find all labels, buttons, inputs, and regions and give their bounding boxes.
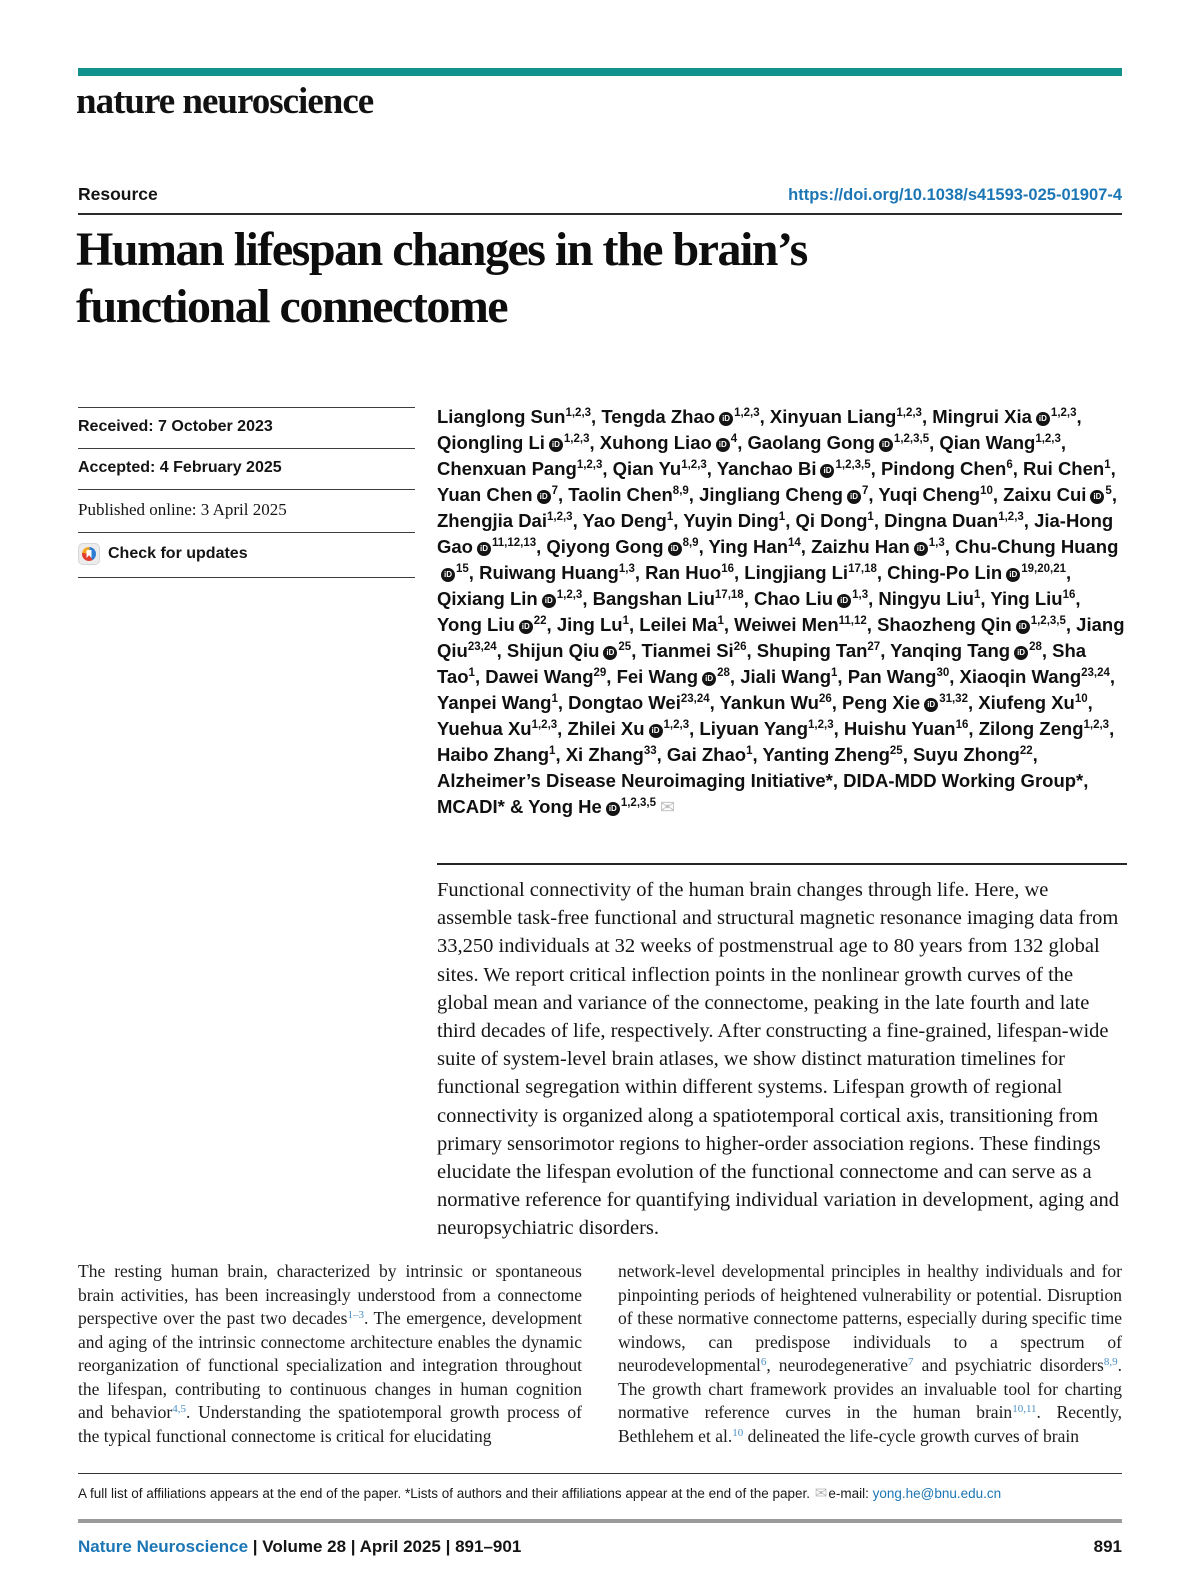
author: Yao Deng$^1$ xyxy=(582,510,674,531)
author: Ying Liu$^{16}$ xyxy=(990,588,1076,609)
author-affiliation-sup: 1,2,3 xyxy=(547,511,573,523)
journal-wordmark: nature neuroscience xyxy=(76,81,374,122)
author: Yong He iD $^{1,2,3,5}$ ✉ xyxy=(528,796,676,817)
author: Jiali Wang$^1$ xyxy=(740,666,838,687)
orcid-icon[interactable]: iD xyxy=(649,724,663,738)
author-affiliation-sup: 1,2,3 xyxy=(681,459,707,471)
crossmark-icon xyxy=(78,543,100,565)
orcid-icon[interactable]: iD xyxy=(549,438,563,452)
author: Zhengjia Dai$^{1,2,3}$ xyxy=(437,510,573,531)
abstract-block xyxy=(437,863,1127,1243)
issue-info: | Volume 28 | April 2025 | 891–901 xyxy=(248,1537,522,1556)
author: Jia-Hong Gao iD $^{11,12,13}$ xyxy=(437,510,1114,557)
abstract-text: Functional connectivity of the human brain changes through life. Here, we assemble task-free functional and structural magnetic resonance imaging data from 33,250 individuals at 32 weeks of postmenstrual age to 80 years from 132 global sites. We report critical inflection points in the nonlinear growth curves of the global mean and variance of the connectome, peaking in the late fourth and late third decades of life, respectively. After constructing a fine-grained, lifespan-wide suite of system-level brain atlases, we show distinct maturation timelines for functional segregation within different systems. Lifespan growth of regional connectivity is organized along a spatiotemporal cortical axis, transitioning from primary sensorimotor regions to higher-order association regions. These findings elucidate the lifespan evolution of the functional connectome and can serve as a normative reference for quantifying individual variation in development, aging and neuropsychiatric disorders. xyxy=(437,879,1119,1240)
author: Taolin Chen$^{8,9}$ xyxy=(568,484,689,505)
author: Chao Liu iD $^{1,3}$ xyxy=(753,588,869,609)
citation-ref[interactable]: 6 xyxy=(760,1356,767,1368)
article-dates-panel xyxy=(78,407,415,578)
author: Mingrui Xia iD $^{1,2,3}$ xyxy=(932,406,1077,427)
citation-ref[interactable]: 10,11 xyxy=(1012,1403,1037,1415)
article-title: Human lifespan changes in the brain’s functional connectome xyxy=(76,223,807,333)
author: Yuehua Xu$^{1,2,3}$ xyxy=(437,718,558,739)
author-affiliation-sup: 14 xyxy=(788,537,801,549)
author: Dongtao Wei$^{23,24}$ xyxy=(568,692,710,713)
footnote-rule xyxy=(78,1473,1122,1474)
author-affiliation-sup: 4 xyxy=(730,433,738,445)
author-affiliation-sup: 1,2,3 xyxy=(663,719,690,731)
author-affiliation-sup: 1,2,3 xyxy=(808,719,834,731)
author-affiliation-sup: 28 xyxy=(1029,641,1042,653)
author-affiliation-sup: 11,12,13 xyxy=(491,537,537,549)
author: Xinyuan Liang$^{1,2,3}$ xyxy=(769,406,922,427)
author: Suyu Zhong$^{22}$ xyxy=(912,744,1033,765)
author-affiliation-sup: 30 xyxy=(936,667,950,679)
author: Yanchao Bi iD $^{1,2,3,5}$ xyxy=(716,458,871,479)
doi-link[interactable]: https://doi.org/10.1038/s41593-025-01907-4 xyxy=(788,186,1122,204)
author: Fei Wang iD $^{28}$ xyxy=(616,666,730,687)
author: Ying Han$^{14}$ xyxy=(708,536,801,557)
author-affiliation-sup: 1,2,3 xyxy=(1035,433,1061,445)
author: Yuyin Ding$^1$ xyxy=(683,510,786,531)
author-affiliation-sup: 1,3 xyxy=(852,589,869,601)
author-affiliation-sup: 1,2,3 xyxy=(896,407,922,419)
author: Yuqi Cheng$^{10}$ xyxy=(878,484,993,505)
author: Weiwei Men$^{11,12}$ xyxy=(734,614,867,635)
orcid-icon[interactable]: iD xyxy=(1006,568,1020,582)
author: Tengda Zhao iD $^{1,2,3}$ xyxy=(601,406,760,427)
author: Gaolang Gong iD $^{1,2,3,5}$ xyxy=(747,432,930,453)
orcid-icon[interactable]: iD xyxy=(603,646,617,660)
orcid-icon[interactable]: iD xyxy=(477,542,491,556)
orcid-icon[interactable]: iD xyxy=(914,542,928,556)
author-affiliation-sup: 6 xyxy=(1006,459,1013,471)
author-affiliation-sup: 1 xyxy=(973,589,981,601)
citation-ref[interactable]: 4,5 xyxy=(172,1403,187,1415)
author-affiliation-sup: 17,18 xyxy=(848,563,877,575)
article-category: Resource xyxy=(78,184,158,204)
email-icon: ✉ xyxy=(814,1485,828,1502)
author: Yanpei Wang$^1$ xyxy=(437,692,558,713)
author-affiliation-sup: 1,2,3,5 xyxy=(835,459,871,471)
author: Xuhong Liao iD $^4$ xyxy=(599,432,738,453)
author: Xiufeng Xu$^{10}$ xyxy=(978,692,1088,713)
author: Qi Dong$^1$ xyxy=(795,510,874,531)
author: Alzheimer’s Disease Neuroimaging Initiative* xyxy=(437,770,833,791)
author: Ningyu Liu$^1$ xyxy=(878,588,981,609)
author: Dawei Wang$^{29}$ xyxy=(485,666,607,687)
author: MCADI* xyxy=(437,796,505,817)
citation-ref[interactable]: 7 xyxy=(908,1356,914,1368)
author: Lingjiang Li$^{17,18}$ xyxy=(744,562,877,583)
author: Pindong Chen$^6$ xyxy=(880,458,1013,479)
author: Qixiang Lin iD $^{1,2,3}$ xyxy=(437,588,583,609)
author-affiliation-sup: 26 xyxy=(733,641,747,653)
citation-ref[interactable]: 1–3 xyxy=(347,1309,364,1321)
author: Yanting Zheng$^{25}$ xyxy=(762,744,903,765)
author-affiliation-sup: 1,2,3,5 xyxy=(620,797,656,809)
author: Zilong Zeng$^{1,2,3}$ xyxy=(978,718,1110,739)
author-affiliation-sup: 26 xyxy=(818,693,832,705)
author-affiliation-sup: 29 xyxy=(593,667,607,679)
check-for-updates-button[interactable] xyxy=(78,532,415,577)
citation-ref[interactable]: 10 xyxy=(732,1426,744,1439)
author-affiliation-sup: 10 xyxy=(1074,693,1088,705)
orcid-icon[interactable]: iD xyxy=(668,542,682,556)
author: Leilei Ma$^1$ xyxy=(639,614,724,635)
author-affiliation-sup: 25 xyxy=(618,641,632,653)
journal-link[interactable]: Nature Neuroscience xyxy=(78,1537,249,1556)
author: Qian Yu$^{1,2,3}$ xyxy=(612,458,707,479)
author-affiliation-sup: 22 xyxy=(1019,745,1033,757)
author-list: Lianglong Sun$^{1,2,3}$, Tengda Zhao iD $^{1,2,3}$, Xinyuan Liang$^{1,2,3}$, Mingrui Xia iD $^{1,2,3}$, Qiongling Li iD $^{1,2,3}$, Xuhong Liao iD $^4$, Gaolang Gong iD $^{1,2,3,5}$, Qian Wang$^{1,2,3}$, Chenxuan Pang$^{1,2,3}$, Qian Yu$^{1,2,3}$, Yanchao Bi iD $^{1,2,3,5}$, Pindong Chen$^6$, Rui Chen$^1$, Yuan Chen iD $^7$, Taolin Chen$^{8,9}$, Jingliang Cheng iD $^7$, Yuqi Cheng$^{10}$, Zaixu Cui iD $^5$, Zhengjia Dai$^{1,2,3}$, Yao Deng$^1$, Yuyin Ding$^1$, Qi Dong$^1$, Dingna Duan$^{1,2,3}$, Jia-Hong Gao iD $^{11,12,13}$, Qiyong Gong iD $^{8,9}$, Ying Han$^{14}$, Zaizhu Han iD $^{1,3}$, Chu-Chung HuangiD $^{15}$, Ruiwang Huang$^{1,3}$, Ran Huo$^{16}$, Lingjiang Li$^{17,18}$, Ching-Po Lin iD $^{19,20,21}$, Qixiang Lin iD $^{1,2,3}$, Bangshan Liu$^{17,18}$, Chao Liu iD $^{1,3}$, Ningyu Liu$^1$, Ying Liu$^{16}$, Yong Liu iD $^{22}$, Jing Lu$^1$, Leilei Ma$^1$, Weiwei Men$^{11,12}$, Shaozheng Qin iD $^{1,2,3,5}$, Jiang Qiu$^{23,24}$, Shijun Qiu iD $^{25}$, Tianmei Si$^{26}$, Shuping Tan$^{27}$, Yanqing Tang iD $^{28}$, Sha Tao$^1$, Dawei Wang$^{29}$, Fei Wang iD $^{28}$, Jiali Wang$^1$, Pan Wang$^{30}$, Xiaoqin Wang$^{23,24}$, Yanpei Wang$^1$, Dongtao Wei$^{23,24}$, Yankun Wu$^{26}$, Peng Xie iD $^{31,32}$, Xiufeng Xu$^{10}$, Yuehua Xu$^{1,2,3}$, Zhilei Xu iD $^{1,2,3}$, Liyuan Yang$^{1,2,3}$, Huishu Yuan$^{16}$, Zilong Zeng$^{1,2,3}$, Haibo Zhang$^1$, Xi Zhang$^{33}$, Gai Zhao$^1$, Yanting Zheng$^{25}$, Suyu Zhong$^{22}$, Alzheimer’s Disease Neuroimaging Initiative*, DIDA-MDD Working Group*, MCADI* & Yong He iD $^{1,2,3,5}$ ✉ xyxy=(437,406,1125,817)
footer-journal-line xyxy=(78,1537,1122,1557)
author-affiliation-sup: 1 xyxy=(867,511,874,523)
author-affiliation-sup: 33 xyxy=(643,745,657,757)
author: Yankun Wu$^{26}$ xyxy=(719,692,832,713)
corresponding-email-icon[interactable]: ✉ xyxy=(660,797,676,817)
category-row xyxy=(78,184,1122,205)
author: Yuan Chen iD $^7$ xyxy=(437,484,559,505)
author-affiliation-sup: 1,3 xyxy=(928,537,945,549)
author: Yanqing Tang iD $^{28}$ xyxy=(890,640,1042,661)
body-columns xyxy=(78,1260,1122,1448)
author: Shaozheng Qin iD $^{1,2,3,5}$ xyxy=(877,614,1066,635)
author-affiliation-sup: 25 xyxy=(889,745,903,757)
published-date: Published online: 3 April 2025 xyxy=(78,489,415,532)
orcid-icon[interactable]: iD xyxy=(542,594,556,608)
author: Peng Xie iD $^{31,32}$ xyxy=(842,692,968,713)
check-for-updates-label: Check for updates xyxy=(108,545,248,562)
author: Haibo Zhang$^1$ xyxy=(437,744,556,765)
author: Tianmei Si$^{26}$ xyxy=(641,640,747,661)
author-affiliation-sup: 11,12 xyxy=(838,615,867,627)
email-link[interactable]: yong.he@bnu.edu.cn xyxy=(872,1486,1002,1501)
author: Bangshan Liu$^{17,18}$ xyxy=(592,588,744,609)
author-affiliation-sup: 1 xyxy=(551,693,558,705)
orcid-icon[interactable]: iD xyxy=(606,802,620,816)
header-rule xyxy=(78,213,1122,215)
author: Shuping Tan$^{27}$ xyxy=(756,640,881,661)
author: DIDA-MDD Working Group* xyxy=(843,770,1084,791)
body-column-right: network-level developmental principles in healthy individuals and for pinpointing periods of heightened vulnerability or potential. Disruption of these normative connectome patterns, especially during specific time windows, can predispose individuals to a spectrum of neurodevelopmental$^6$, neurodegenerative$^7$ and psychiatric disorders$^{8,9}$. The growth chart framework provides an invaluable tool for charting normative reference curves in the human brain$^{10,11}$. Recently, Bethlehem et al.$^{10}$ delineated the life-cycle growth curves of brain xyxy=(618,1261,1122,1446)
author-affiliation-sup: 22 xyxy=(533,615,547,627)
orcid-icon[interactable]: iD xyxy=(441,568,455,582)
author-affiliation-sup: 1 xyxy=(666,511,674,523)
orcid-icon[interactable]: iD xyxy=(702,672,716,686)
author: Liyuan Yang$^{1,2,3}$ xyxy=(699,718,834,739)
author-affiliation-sup: 16 xyxy=(721,563,734,575)
author: Huishu Yuan$^{16}$ xyxy=(843,718,969,739)
author: Jiang Qiu$^{23,24}$ xyxy=(437,614,1125,661)
author: Ching-Po Lin iD $^{19,20,21}$ xyxy=(887,562,1066,583)
email-label: e-mail: xyxy=(828,1486,873,1501)
author-affiliation-sup: 1 xyxy=(717,615,724,627)
author-affiliation-sup: 1,2,3 xyxy=(531,719,558,731)
author: Rui Chen$^1$ xyxy=(1023,458,1111,479)
author-affiliation-sup: 16 xyxy=(955,719,969,731)
author: Dingna Duan$^{1,2,3}$ xyxy=(884,510,1024,531)
author-affiliation-sup: 23,24 xyxy=(467,641,497,653)
author-affiliation-sup: 1 xyxy=(622,615,630,627)
author: Shijun Qiu iD $^{25}$ xyxy=(506,640,632,661)
author: Zaizhu Han iD $^{1,3}$ xyxy=(811,536,945,557)
accepted-date: Accepted: 4 February 2025 xyxy=(78,448,415,489)
author: Yong Liu iD $^{22}$ xyxy=(437,614,547,635)
affiliation-note-text: A full list of affiliations appears at the end of the paper. *Lists of authors and their affiliations appear at the end of the paper. xyxy=(78,1486,814,1501)
author-affiliation-sup: 1,2,3 xyxy=(556,589,583,601)
author-affiliation-sup: 1,2,3 xyxy=(734,407,760,419)
author-affiliation-sup: 8,9 xyxy=(672,485,689,497)
orcid-icon[interactable]: iD xyxy=(1090,490,1104,504)
author: Gai Zhao$^1$ xyxy=(666,744,753,765)
author-affiliation-sup: 1 xyxy=(468,667,475,679)
author: Qiongling Li iD $^{1,2,3}$ xyxy=(437,432,590,453)
author-affiliation-sup: 23,24 xyxy=(1081,667,1110,679)
author: Chenxuan Pang$^{1,2,3}$ xyxy=(437,458,603,479)
author: Qiyong Gong iD $^{8,9}$ xyxy=(546,536,699,557)
author-affiliation-sup: 1 xyxy=(1104,459,1111,471)
author-affiliation-sup: 1,2,3 xyxy=(998,511,1024,523)
orcid-icon[interactable]: iD xyxy=(820,464,834,478)
orcid-icon[interactable]: iD xyxy=(924,698,938,712)
author-affiliation-sup: 10 xyxy=(980,485,993,497)
author-affiliation-sup: 1 xyxy=(778,511,786,523)
author-affiliation-sup: 7 xyxy=(551,485,559,497)
author-affiliation-sup: 27 xyxy=(867,641,881,653)
author: Xi Zhang$^{33}$ xyxy=(565,744,657,765)
author: Jing Lu$^1$ xyxy=(556,614,630,635)
affiliation-note xyxy=(78,1484,1122,1502)
orcid-icon[interactable]: iD xyxy=(537,490,551,504)
orcid-icon[interactable]: iD xyxy=(847,490,861,504)
author-affiliation-sup: 17,18 xyxy=(714,589,744,601)
author-affiliation-sup: 8,9 xyxy=(682,537,699,549)
author-affiliation-sup: 1,2,3,5 xyxy=(893,433,930,445)
author-affiliation-sup: 31,32 xyxy=(939,693,968,705)
brand-color-bar xyxy=(78,68,1122,76)
author-affiliation-sup: 1,3 xyxy=(618,563,635,575)
author: Ran Huo$^{16}$ xyxy=(645,562,734,583)
orcid-icon[interactable]: iD xyxy=(719,412,733,426)
author: Xiaoqin Wang$^{23,24}$ xyxy=(959,666,1110,687)
author-affiliation-sup: 1 xyxy=(831,667,838,679)
author-affiliation-sup: 7 xyxy=(861,485,869,497)
author-affiliation-sup: 1,2,3 xyxy=(565,407,592,419)
citation-ref[interactable]: 8,9 xyxy=(1103,1356,1118,1368)
author: Lianglong Sun$^{1,2,3}$ xyxy=(437,406,592,427)
author-affiliation-sup: 1,2,3 xyxy=(1050,407,1077,419)
orcid-icon[interactable]: iD xyxy=(519,620,533,634)
author: Jingliang Cheng iD $^7$ xyxy=(699,484,869,505)
orcid-icon[interactable]: iD xyxy=(1016,620,1030,634)
author-affiliation-sup: 28 xyxy=(717,667,730,679)
footer-rule xyxy=(78,1519,1122,1523)
author-affiliation-sup: 5 xyxy=(1105,485,1112,497)
author-affiliation-sup: 19,20,21 xyxy=(1021,563,1066,575)
orcid-icon[interactable]: iD xyxy=(1014,646,1028,660)
author-affiliation-sup: 23,24 xyxy=(680,693,710,705)
author-affiliation-sup: 1,2,3 xyxy=(563,433,590,445)
author: Chu-Chung HuangiD $^{15}$ xyxy=(437,536,1118,583)
author-affiliation-sup: 16 xyxy=(1062,589,1076,601)
orcid-icon[interactable]: iD xyxy=(716,438,730,452)
author: Qian Wang$^{1,2,3}$ xyxy=(939,432,1061,453)
author-affiliation-sup: 15 xyxy=(456,563,469,575)
received-date: Received: 7 October 2023 xyxy=(78,407,415,448)
body-column-left: The resting human brain, characterized by intrinsic or spontaneous brain activities, has been increasingly understood from a connectome perspective over the past two decades$^{1-3}$. The emergence, development and aging of the intrinsic connectome architecture enables the dynamic reorganization of functional specialization and integration throughout the lifespan, contributing to continuous changes in human cognition and behavior$^{4,5}$. Understanding the spatiotemporal growth process of the typical functional connectome is critical for elucidating xyxy=(78,1261,582,1446)
author: Pan Wang$^{30}$ xyxy=(847,666,950,687)
author: Zhilei Xu iD $^{1,2,3}$ xyxy=(567,718,690,739)
author: Sha Tao$^1$ xyxy=(437,640,1087,687)
author-affiliation-sup: 1,2,3 xyxy=(1083,719,1110,731)
orcid-icon[interactable]: iD xyxy=(879,438,893,452)
orcid-icon[interactable]: iD xyxy=(1036,412,1050,426)
page-number: 891 xyxy=(1093,1537,1122,1556)
author-affiliation-sup: 1,2,3,5 xyxy=(1030,615,1066,627)
author: Zaixu Cui iD $^5$ xyxy=(1003,484,1112,505)
author-affiliation-sup: 1 xyxy=(549,745,556,757)
author-affiliation-sup: 1 xyxy=(746,745,753,757)
author-affiliation-sup: 1,2,3 xyxy=(576,459,603,471)
author: Ruiwang Huang$^{1,3}$ xyxy=(479,562,635,583)
orcid-icon[interactable]: iD xyxy=(837,594,851,608)
